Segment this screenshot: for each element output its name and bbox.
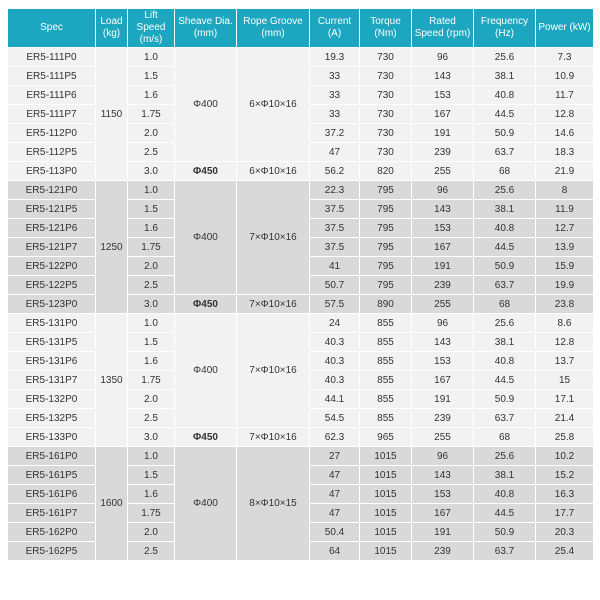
cell-frequency: 38.1 xyxy=(474,466,536,485)
spec-table xyxy=(7,8,594,561)
cell-power: 21.4 xyxy=(536,409,594,428)
cell-rated-speed: 153 xyxy=(412,352,474,371)
cell-spec: ER5-131P5 xyxy=(8,333,96,352)
cell-lift-speed: 2.0 xyxy=(128,523,175,542)
header-spec: Spec xyxy=(8,9,96,48)
cell-rated-speed: 96 xyxy=(412,447,474,466)
cell-rated-speed: 143 xyxy=(412,333,474,352)
cell-rope-groove: 8×Φ10×15 xyxy=(237,447,310,561)
cell-spec: ER5-161P6 xyxy=(8,485,96,504)
cell-current: 24 xyxy=(310,314,360,333)
cell-lift-speed: 1.6 xyxy=(128,219,175,238)
cell-rated-speed: 239 xyxy=(412,276,474,295)
cell-torque: 730 xyxy=(360,143,412,162)
cell-frequency: 25.6 xyxy=(474,48,536,67)
cell-spec: ER5-122P0 xyxy=(8,257,96,276)
cell-rated-speed: 191 xyxy=(412,257,474,276)
table-row xyxy=(8,428,594,447)
cell-spec: ER5-162P0 xyxy=(8,523,96,542)
cell-power: 11.7 xyxy=(536,86,594,105)
cell-current: 47 xyxy=(310,143,360,162)
cell-power: 11.9 xyxy=(536,200,594,219)
cell-spec: ER5-113P0 xyxy=(8,162,96,181)
cell-current: 50.4 xyxy=(310,523,360,542)
cell-lift-speed: 1.0 xyxy=(128,181,175,200)
cell-torque: 1015 xyxy=(360,447,412,466)
header-load: Load (kg) xyxy=(96,9,128,48)
cell-current: 47 xyxy=(310,466,360,485)
cell-torque: 795 xyxy=(360,238,412,257)
cell-current: 37.5 xyxy=(310,219,360,238)
cell-frequency: 68 xyxy=(474,162,536,181)
header-rope-groove: Rope Groove (mm) xyxy=(237,9,310,48)
cell-power: 12.8 xyxy=(536,333,594,352)
cell-torque: 795 xyxy=(360,276,412,295)
cell-frequency: 38.1 xyxy=(474,200,536,219)
cell-current: 47 xyxy=(310,504,360,523)
cell-spec: ER5-132P5 xyxy=(8,409,96,428)
cell-torque: 855 xyxy=(360,314,412,333)
cell-rated-speed: 153 xyxy=(412,86,474,105)
cell-frequency: 63.7 xyxy=(474,409,536,428)
cell-spec: ER5-131P6 xyxy=(8,352,96,371)
cell-current: 22.3 xyxy=(310,181,360,200)
cell-torque: 965 xyxy=(360,428,412,447)
cell-spec: ER5-132P0 xyxy=(8,390,96,409)
table-row xyxy=(8,447,594,466)
cell-torque: 855 xyxy=(360,352,412,371)
cell-spec: ER5-122P5 xyxy=(8,276,96,295)
cell-lift-speed: 1.5 xyxy=(128,67,175,86)
cell-frequency: 68 xyxy=(474,295,536,314)
cell-current: 40.3 xyxy=(310,352,360,371)
cell-spec: ER5-111P7 xyxy=(8,105,96,124)
cell-current: 56.2 xyxy=(310,162,360,181)
cell-power: 25.4 xyxy=(536,542,594,561)
cell-lift-speed: 1.6 xyxy=(128,352,175,371)
cell-sheave-dia: Φ400 xyxy=(175,48,237,162)
cell-current: 37.5 xyxy=(310,238,360,257)
cell-frequency: 63.7 xyxy=(474,542,536,561)
cell-sheave-dia: Φ450 xyxy=(175,428,237,447)
cell-rated-speed: 143 xyxy=(412,200,474,219)
cell-torque: 1015 xyxy=(360,504,412,523)
header-frequency: Frequency (Hz) xyxy=(474,9,536,48)
cell-frequency: 50.9 xyxy=(474,124,536,143)
cell-rope-groove: 7×Φ10×16 xyxy=(237,181,310,295)
header-row xyxy=(8,9,594,48)
cell-spec: ER5-161P5 xyxy=(8,466,96,485)
cell-rated-speed: 239 xyxy=(412,409,474,428)
cell-lift-speed: 1.6 xyxy=(128,86,175,105)
cell-spec: ER5-112P5 xyxy=(8,143,96,162)
cell-spec: ER5-161P0 xyxy=(8,447,96,466)
cell-spec: ER5-131P0 xyxy=(8,314,96,333)
cell-rated-speed: 167 xyxy=(412,238,474,257)
cell-current: 57.5 xyxy=(310,295,360,314)
cell-frequency: 38.1 xyxy=(474,333,536,352)
cell-frequency: 50.9 xyxy=(474,257,536,276)
cell-sheave-dia: Φ450 xyxy=(175,295,237,314)
cell-sheave-dia: Φ400 xyxy=(175,447,237,561)
cell-spec: ER5-133P0 xyxy=(8,428,96,447)
cell-rated-speed: 167 xyxy=(412,371,474,390)
header-rated-speed: Rated Speed (rpm) xyxy=(412,9,474,48)
cell-spec: ER5-121P0 xyxy=(8,181,96,200)
cell-torque: 795 xyxy=(360,200,412,219)
cell-frequency: 44.5 xyxy=(474,238,536,257)
cell-current: 27 xyxy=(310,447,360,466)
cell-spec: ER5-111P6 xyxy=(8,86,96,105)
cell-lift-speed: 1.75 xyxy=(128,105,175,124)
cell-torque: 855 xyxy=(360,409,412,428)
cell-frequency: 44.5 xyxy=(474,105,536,124)
cell-torque: 795 xyxy=(360,219,412,238)
cell-rated-speed: 167 xyxy=(412,504,474,523)
cell-current: 47 xyxy=(310,485,360,504)
cell-rated-speed: 96 xyxy=(412,314,474,333)
cell-rated-speed: 96 xyxy=(412,48,474,67)
cell-spec: ER5-111P0 xyxy=(8,48,96,67)
cell-current: 41 xyxy=(310,257,360,276)
cell-frequency: 38.1 xyxy=(474,67,536,86)
cell-lift-speed: 2.0 xyxy=(128,390,175,409)
cell-rated-speed: 239 xyxy=(412,542,474,561)
cell-rated-speed: 96 xyxy=(412,181,474,200)
cell-spec: ER5-123P0 xyxy=(8,295,96,314)
cell-sheave-dia: Φ400 xyxy=(175,314,237,428)
cell-rope-groove: 7×Φ10×16 xyxy=(237,428,310,447)
cell-sheave-dia: Φ450 xyxy=(175,162,237,181)
cell-rated-speed: 191 xyxy=(412,523,474,542)
table-row xyxy=(8,314,594,333)
cell-torque: 730 xyxy=(360,105,412,124)
cell-lift-speed: 3.0 xyxy=(128,428,175,447)
header-sheave-dia: Sheave Dia.(mm) xyxy=(175,9,237,48)
cell-frequency: 40.8 xyxy=(474,352,536,371)
cell-lift-speed: 3.0 xyxy=(128,162,175,181)
cell-rated-speed: 255 xyxy=(412,162,474,181)
header-current: Current (A) xyxy=(310,9,360,48)
header-lift-speed: Lift Speed (m/s) xyxy=(128,9,175,48)
cell-lift-speed: 1.6 xyxy=(128,485,175,504)
cell-current: 62.3 xyxy=(310,428,360,447)
cell-lift-speed: 2.0 xyxy=(128,124,175,143)
cell-power: 12.8 xyxy=(536,105,594,124)
cell-power: 16.3 xyxy=(536,485,594,504)
cell-current: 37.5 xyxy=(310,200,360,219)
cell-power: 8.6 xyxy=(536,314,594,333)
cell-spec: ER5-161P7 xyxy=(8,504,96,523)
cell-load: 1600 xyxy=(96,447,128,561)
cell-torque: 795 xyxy=(360,257,412,276)
cell-torque: 1015 xyxy=(360,542,412,561)
cell-frequency: 40.8 xyxy=(474,485,536,504)
cell-frequency: 25.6 xyxy=(474,447,536,466)
cell-lift-speed: 2.0 xyxy=(128,257,175,276)
cell-torque: 730 xyxy=(360,48,412,67)
header-power: Power (kW) xyxy=(536,9,594,48)
cell-current: 37.2 xyxy=(310,124,360,143)
cell-rated-speed: 239 xyxy=(412,143,474,162)
table-body xyxy=(8,48,594,561)
cell-power: 13.7 xyxy=(536,352,594,371)
cell-frequency: 44.5 xyxy=(474,504,536,523)
cell-lift-speed: 2.5 xyxy=(128,409,175,428)
cell-spec: ER5-121P7 xyxy=(8,238,96,257)
cell-power: 20.3 xyxy=(536,523,594,542)
cell-frequency: 25.6 xyxy=(474,314,536,333)
cell-power: 21.9 xyxy=(536,162,594,181)
cell-power: 12.7 xyxy=(536,219,594,238)
cell-current: 64 xyxy=(310,542,360,561)
cell-lift-speed: 1.5 xyxy=(128,333,175,352)
cell-lift-speed: 1.0 xyxy=(128,447,175,466)
cell-torque: 890 xyxy=(360,295,412,314)
cell-rated-speed: 143 xyxy=(412,466,474,485)
cell-torque: 730 xyxy=(360,124,412,143)
cell-power: 23.8 xyxy=(536,295,594,314)
cell-power: 25.8 xyxy=(536,428,594,447)
cell-power: 10.9 xyxy=(536,67,594,86)
cell-lift-speed: 1.0 xyxy=(128,48,175,67)
cell-torque: 855 xyxy=(360,333,412,352)
cell-sheave-dia: Φ400 xyxy=(175,181,237,295)
cell-load: 1250 xyxy=(96,181,128,314)
cell-frequency: 63.7 xyxy=(474,143,536,162)
cell-rope-groove: 7×Φ10×16 xyxy=(237,314,310,428)
cell-rope-groove: 7×Φ10×16 xyxy=(237,295,310,314)
cell-frequency: 44.5 xyxy=(474,371,536,390)
cell-rated-speed: 153 xyxy=(412,219,474,238)
cell-spec: ER5-111P5 xyxy=(8,67,96,86)
cell-current: 50.7 xyxy=(310,276,360,295)
cell-lift-speed: 1.5 xyxy=(128,200,175,219)
cell-current: 40.3 xyxy=(310,333,360,352)
cell-rope-groove: 6×Φ10×16 xyxy=(237,162,310,181)
cell-spec: ER5-131P7 xyxy=(8,371,96,390)
cell-spec: ER5-121P6 xyxy=(8,219,96,238)
cell-rated-speed: 143 xyxy=(412,67,474,86)
cell-torque: 820 xyxy=(360,162,412,181)
cell-rope-groove: 6×Φ10×16 xyxy=(237,48,310,162)
cell-power: 18.3 xyxy=(536,143,594,162)
cell-frequency: 68 xyxy=(474,428,536,447)
cell-rated-speed: 191 xyxy=(412,124,474,143)
cell-lift-speed: 3.0 xyxy=(128,295,175,314)
cell-power: 13.9 xyxy=(536,238,594,257)
cell-lift-speed: 2.5 xyxy=(128,143,175,162)
cell-power: 14.6 xyxy=(536,124,594,143)
cell-lift-speed: 2.5 xyxy=(128,542,175,561)
cell-current: 54.5 xyxy=(310,409,360,428)
cell-rated-speed: 255 xyxy=(412,295,474,314)
cell-torque: 730 xyxy=(360,67,412,86)
cell-lift-speed: 1.75 xyxy=(128,238,175,257)
cell-power: 17.7 xyxy=(536,504,594,523)
cell-current: 44.1 xyxy=(310,390,360,409)
table-row xyxy=(8,295,594,314)
cell-load: 1150 xyxy=(96,48,128,181)
cell-frequency: 40.8 xyxy=(474,86,536,105)
cell-load: 1350 xyxy=(96,314,128,447)
cell-torque: 855 xyxy=(360,390,412,409)
cell-current: 33 xyxy=(310,105,360,124)
cell-spec: ER5-112P0 xyxy=(8,124,96,143)
cell-frequency: 40.8 xyxy=(474,219,536,238)
cell-power: 10.2 xyxy=(536,447,594,466)
cell-torque: 855 xyxy=(360,371,412,390)
cell-torque: 795 xyxy=(360,181,412,200)
cell-torque: 1015 xyxy=(360,466,412,485)
cell-frequency: 63.7 xyxy=(474,276,536,295)
cell-spec: ER5-162P5 xyxy=(8,542,96,561)
cell-current: 33 xyxy=(310,67,360,86)
cell-rated-speed: 153 xyxy=(412,485,474,504)
cell-power: 17.1 xyxy=(536,390,594,409)
header-torque: Torque (Nm) xyxy=(360,9,412,48)
cell-torque: 1015 xyxy=(360,485,412,504)
cell-frequency: 50.9 xyxy=(474,523,536,542)
cell-torque: 1015 xyxy=(360,523,412,542)
cell-lift-speed: 1.75 xyxy=(128,371,175,390)
cell-torque: 730 xyxy=(360,86,412,105)
cell-lift-speed: 1.5 xyxy=(128,466,175,485)
cell-power: 19.9 xyxy=(536,276,594,295)
cell-spec: ER5-121P5 xyxy=(8,200,96,219)
cell-frequency: 50.9 xyxy=(474,390,536,409)
cell-power: 15 xyxy=(536,371,594,390)
cell-frequency: 25.6 xyxy=(474,181,536,200)
table-row xyxy=(8,48,594,67)
cell-lift-speed: 1.75 xyxy=(128,504,175,523)
cell-power: 8 xyxy=(536,181,594,200)
table-row xyxy=(8,181,594,200)
cell-current: 19.3 xyxy=(310,48,360,67)
cell-power: 15.9 xyxy=(536,257,594,276)
cell-current: 40.3 xyxy=(310,371,360,390)
cell-lift-speed: 1.0 xyxy=(128,314,175,333)
cell-current: 33 xyxy=(310,86,360,105)
cell-rated-speed: 255 xyxy=(412,428,474,447)
cell-lift-speed: 2.5 xyxy=(128,276,175,295)
cell-power: 7.3 xyxy=(536,48,594,67)
table-row xyxy=(8,162,594,181)
cell-rated-speed: 167 xyxy=(412,105,474,124)
cell-rated-speed: 191 xyxy=(412,390,474,409)
cell-power: 15.2 xyxy=(536,466,594,485)
